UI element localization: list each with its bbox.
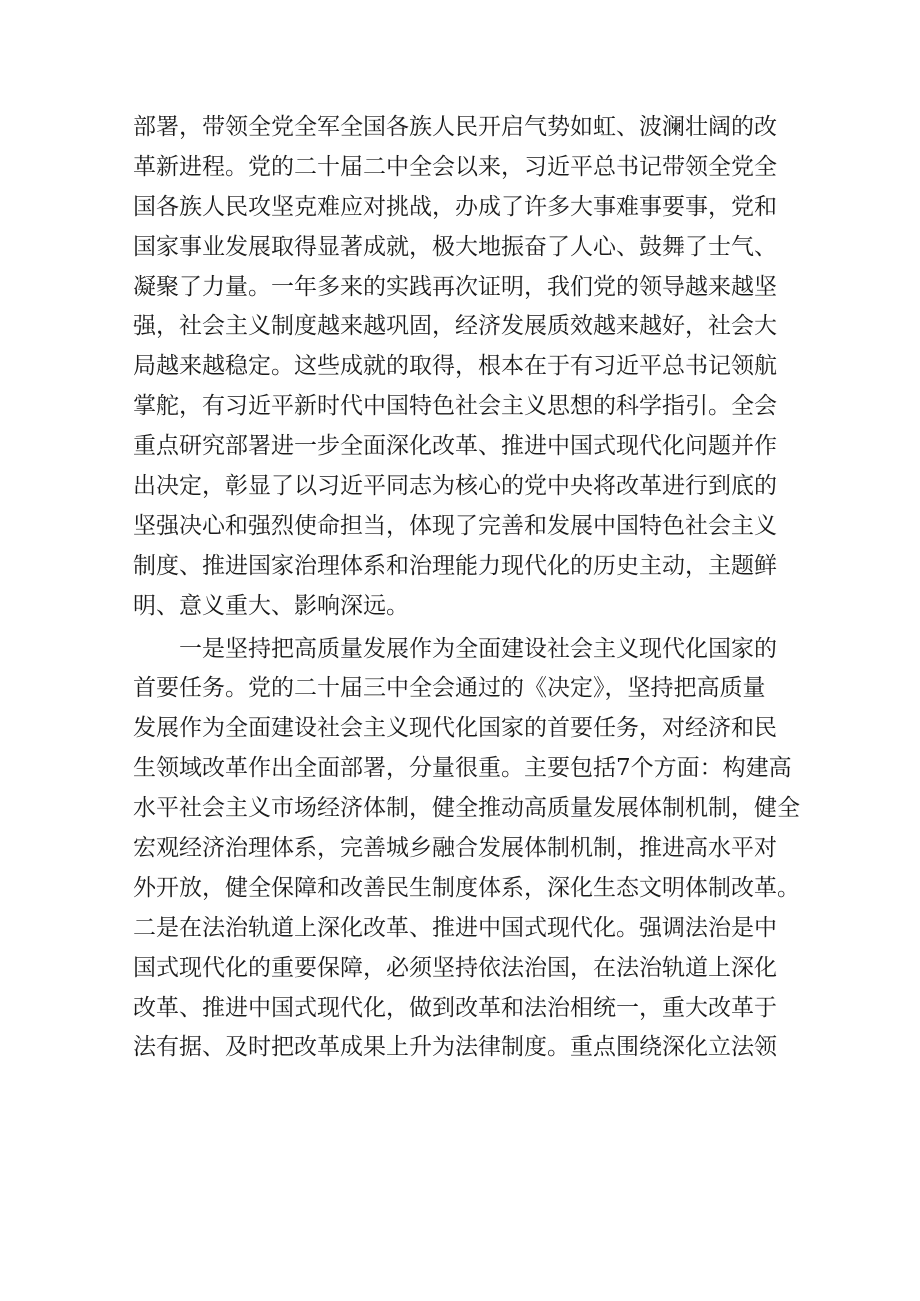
text-line: 重点研究部署进一步全面深化改革、推进中国式现代化问题并作 xyxy=(133,433,777,460)
text-line: 国式现代化的重要保障，必须坚持依法治国，在法治轨道上深化 xyxy=(133,954,777,981)
text-line: 凝聚了力量。一年多来的实践再次证明，我们党的领导越来越坚 xyxy=(133,273,777,300)
text-line: 一是坚持把高质量发展作为全面建设社会主义现代化国家的 xyxy=(133,635,777,662)
text-line: 法有据、及时把改革成果上升为法律制度。重点围绕深化立法领 xyxy=(133,1034,777,1061)
text-line: 坚强决心和强烈使命担当，体现了完善和发展中国特色社会主义 xyxy=(133,512,777,539)
text-line: 首要任务。党的二十届三中全会通过的《决定》，坚持把高质量 xyxy=(133,675,766,702)
text-line: 生领域改革作出全面部署，分量很重。主要包括7个方面：构建高 xyxy=(133,755,792,782)
text-line: 出决定，彰显了以习近平同志为核心的党中央将改革进行到底的 xyxy=(133,473,777,500)
text-line: 外开放，健全保障和改善民生制度体系，深化生态文明体制改革。 xyxy=(133,874,800,901)
text-line: 改革、推进中国式现代化，做到改革和法治相统一，重大改革于 xyxy=(133,994,777,1021)
text-line: 国各族人民攻坚克难应对挑战，办成了许多大事难事要事，党和 xyxy=(133,193,777,220)
text-line: 革新进程。党的二十届二中全会以来，习近平总书记带领全党全 xyxy=(133,153,777,180)
text-line: 制度、推进国家治理体系和治理能力现代化的历史主动，主题鲜 xyxy=(133,552,777,579)
document-body xyxy=(133,108,798,1068)
text-line: 局越来越稳定。这些成就的取得，根本在于有习近平总书记领航 xyxy=(133,353,777,380)
text-line: 部署，带领全党全军全国各族人民开启气势如虹、波澜壮阔的改 xyxy=(133,114,777,140)
text-line: 掌舵，有习近平新时代中国特色社会主义思想的科学指引。全会 xyxy=(133,393,777,420)
text-line: 水平社会主义市场经济体制，健全推动高质量发展体制机制，健全 xyxy=(133,795,800,822)
text-line: 强，社会主义制度越来越巩固，经济发展质效越来越好，社会大 xyxy=(133,313,777,340)
text-line: 发展作为全面建设社会主义现代化国家的首要任务，对经济和民 xyxy=(133,715,777,742)
text-line: 二是在法治轨道上深化改革、推进中国式现代化。强调法治是中 xyxy=(133,914,777,941)
text-line: 国家事业发展取得显著成就，极大地振奋了人心、鼓舞了士气、 xyxy=(133,233,777,260)
text-line: 明、意义重大、影响深远。 xyxy=(133,592,409,619)
text-line: 宏观经济治理体系，完善城乡融合发展体制机制，推进高水平对 xyxy=(133,835,777,862)
